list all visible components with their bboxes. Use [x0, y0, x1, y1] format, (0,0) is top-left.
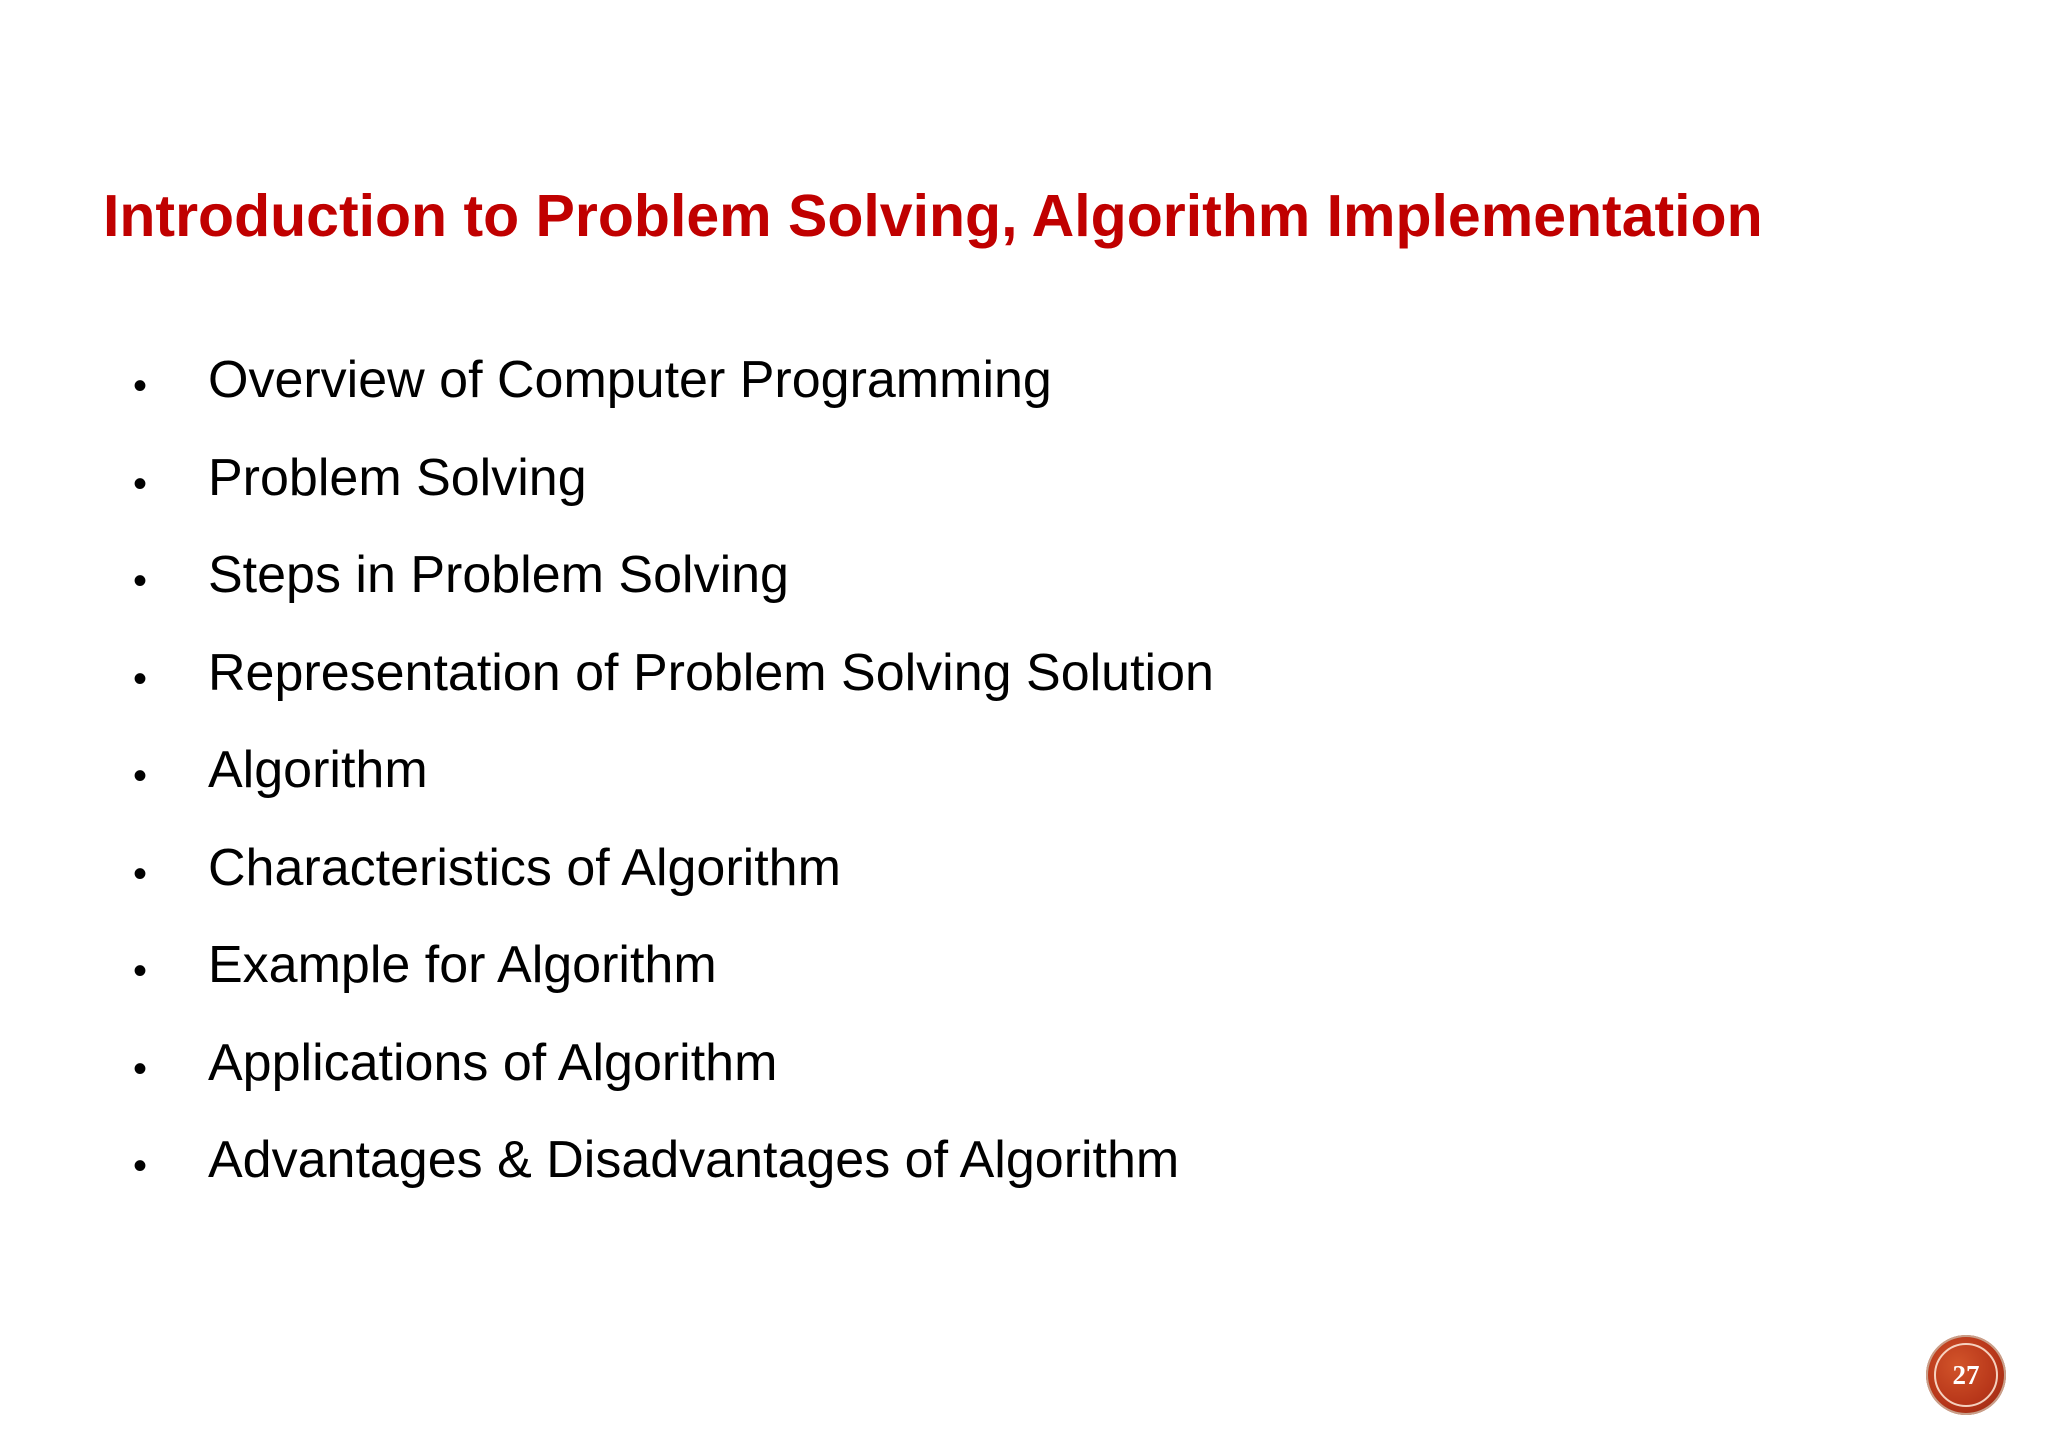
bullet-text: Representation of Problem Solving Solution: [208, 643, 1214, 702]
bullet-text: Advantages & Disadvantages of Algorithm: [208, 1131, 1180, 1189]
bullet-icon: •: [133, 656, 148, 701]
bullet-icon: •: [133, 461, 148, 506]
bullet-icon: •: [133, 1144, 148, 1188]
bullet-icon: •: [133, 949, 148, 993]
bullet-text: Algorithm: [208, 741, 428, 799]
page-number: 27: [1952, 1360, 1980, 1390]
bullet-icon: •: [133, 559, 148, 603]
bullet-text: Overview of Computer Programming: [208, 351, 1052, 409]
list-item: [0, 738, 1400, 836]
list-item: [0, 348, 1400, 446]
bullet-icon: •: [133, 1046, 148, 1091]
bullet-text: Example for Algorithm: [208, 936, 717, 994]
list-item: [0, 836, 1400, 934]
list-item: [0, 933, 1400, 1031]
list-item: [0, 1031, 1400, 1129]
list-item: [0, 1128, 1400, 1226]
slide-title: Introduction to Problem Solving, Algorithm Implementation: [103, 183, 1763, 249]
bullet-icon: •: [133, 364, 148, 408]
bullet-icon: •: [133, 754, 148, 798]
bullet-icon: •: [133, 851, 148, 896]
bullet-list: [0, 348, 1400, 1226]
list-item: [0, 641, 1400, 739]
bullet-text: Characteristics of Algorithm: [208, 838, 841, 897]
bullet-text: Applications of Algorithm: [208, 1033, 778, 1092]
list-item: [0, 543, 1400, 641]
bullet-text: Steps in Problem Solving: [208, 546, 789, 604]
bullet-text: Problem Solving: [208, 448, 587, 507]
list-item: [0, 446, 1400, 544]
page-number-badge: [1926, 1335, 2006, 1415]
